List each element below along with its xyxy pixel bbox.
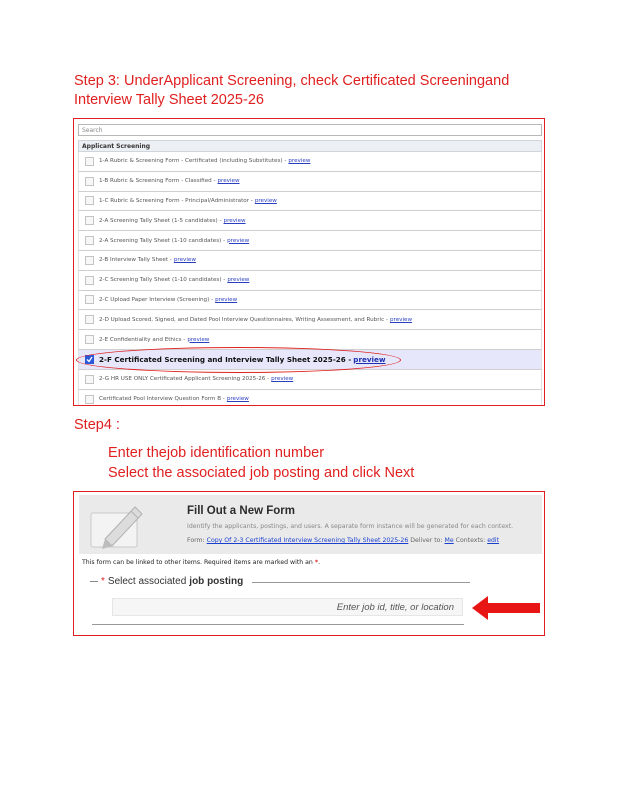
form-list-row[interactable] bbox=[78, 310, 542, 330]
preview-link[interactable]: preview bbox=[223, 217, 246, 224]
form-list-row[interactable] bbox=[78, 350, 542, 370]
legend-line bbox=[252, 582, 470, 583]
checkbox[interactable] bbox=[85, 256, 94, 265]
checkbox[interactable] bbox=[85, 395, 94, 404]
form-list-label: 2-C Upload Paper Interview (Screening) - bbox=[99, 296, 214, 303]
form-meta bbox=[187, 537, 499, 544]
form-list bbox=[78, 152, 542, 406]
contexts-label: Contexts: bbox=[455, 537, 486, 544]
link-note-text: This form can be linked to other items. Required items are marked with an bbox=[82, 559, 313, 566]
form-list-row[interactable] bbox=[78, 192, 542, 212]
applicant-screening-screenshot bbox=[73, 118, 545, 406]
checkbox[interactable] bbox=[85, 315, 94, 324]
form-list-label: 2-F Certificated Screening and Interview Tally Sheet 2025-26 - bbox=[99, 354, 352, 364]
form-title: Fill Out a New Form bbox=[187, 505, 295, 517]
divider bbox=[92, 624, 464, 625]
form-list-row[interactable] bbox=[78, 291, 542, 311]
form-list-label: 2-A Screening Tally Sheet (1-10 candidates) - bbox=[99, 237, 226, 244]
field-label-bold: job posting bbox=[189, 576, 244, 587]
form-list-label: 1-A Rubric & Screening Form - Certificated (including Substitutes) - bbox=[99, 158, 287, 165]
form-list-row[interactable] bbox=[78, 152, 542, 172]
field-label-prefix: Select associated bbox=[107, 576, 187, 587]
form-link[interactable]: Copy Of 2-3 Certificated Interview Screening Tally Sheet 2025-26 bbox=[206, 537, 409, 544]
bullet-item bbox=[90, 463, 414, 483]
preview-link[interactable]: preview bbox=[227, 237, 250, 244]
deliver-link[interactable]: Me bbox=[444, 537, 454, 544]
preview-link[interactable]: preview bbox=[173, 257, 196, 264]
form-list-row[interactable] bbox=[78, 231, 542, 251]
checkbox[interactable] bbox=[85, 157, 94, 166]
form-list-label: 2-A Screening Tally Sheet (1-5 candidates) - bbox=[99, 217, 222, 224]
form-list-row[interactable] bbox=[78, 251, 542, 271]
bullet-text: Select the associated job posting and click Next bbox=[108, 465, 415, 481]
checkbox[interactable] bbox=[85, 375, 94, 384]
form-label: Form: bbox=[187, 537, 205, 544]
preview-link[interactable]: preview bbox=[254, 197, 277, 204]
form-description: Identify the applicants, postings, and users. A separate form instance will be generated for each context. bbox=[187, 523, 514, 530]
checkbox[interactable] bbox=[85, 335, 94, 344]
form-list-label: 2-G HR USE ONLY Certificated Applicant Screening 2025-26 - bbox=[99, 376, 270, 383]
preview-link[interactable]: preview bbox=[288, 158, 311, 165]
legend-dash bbox=[90, 581, 98, 582]
deliver-label: Deliver to: bbox=[410, 537, 443, 544]
section-title: Applicant Screening bbox=[78, 140, 542, 152]
form-list-label: 2-E Confidentiality and Ethics - bbox=[99, 336, 186, 343]
form-list-label: 2-B Interview Tally Sheet - bbox=[99, 257, 172, 264]
required-mark: * bbox=[314, 559, 319, 566]
form-list-label: 2-C Screening Tally Sheet (1-10 candidates) - bbox=[99, 277, 226, 284]
form-list-row[interactable] bbox=[78, 370, 542, 390]
preview-link[interactable]: preview bbox=[227, 277, 250, 284]
form-list-label: 2-D Upload Scored, Signed, and Dated Pool Interview Questionnaires, Writing Assessment, and Rubric - bbox=[99, 316, 388, 323]
form-list-row[interactable] bbox=[78, 390, 542, 406]
step4-bullet-list bbox=[90, 443, 414, 483]
form-list-label: 1-B Rubric & Screening Form - Classified - bbox=[99, 178, 216, 185]
form-list-label: Certificated Pool Interview Question Form B - bbox=[99, 396, 225, 403]
preview-link[interactable]: preview bbox=[353, 354, 386, 364]
preview-link[interactable]: preview bbox=[271, 376, 294, 383]
job-posting-field-label bbox=[90, 576, 243, 587]
fill-out-form-screenshot bbox=[73, 491, 545, 636]
step3-heading: Step 3: UnderApplicant Screening, check Certificated Screeningand Interview Tally Sheet 2025-26 bbox=[74, 73, 510, 108]
preview-link[interactable]: preview bbox=[187, 336, 210, 343]
arrow-left-icon bbox=[472, 596, 542, 620]
preview-link[interactable]: preview bbox=[217, 178, 240, 185]
checkbox[interactable] bbox=[85, 295, 94, 304]
form-list-row[interactable] bbox=[78, 271, 542, 291]
bullet-text: Enter thejob identification number bbox=[108, 445, 325, 461]
required-mark: * bbox=[101, 576, 105, 587]
checkbox-checked[interactable] bbox=[85, 355, 94, 364]
link-note: This form can be linked to other items. Required items are marked with an *. bbox=[82, 559, 321, 566]
checkbox[interactable] bbox=[85, 216, 94, 225]
checkmark-icon bbox=[86, 356, 93, 363]
form-list-row[interactable] bbox=[78, 172, 542, 192]
preview-link[interactable]: preview bbox=[389, 316, 413, 323]
checkbox[interactable] bbox=[85, 276, 94, 285]
contexts-edit-link[interactable]: edit bbox=[487, 537, 500, 544]
form-list-row[interactable] bbox=[78, 211, 542, 231]
form-list-label: 1-C Rubric & Screening Form - Principal/Administrator - bbox=[99, 197, 253, 204]
checkbox[interactable] bbox=[85, 177, 94, 186]
preview-link[interactable]: preview bbox=[215, 296, 238, 303]
bullet-item bbox=[90, 443, 414, 463]
job-posting-input[interactable]: Enter job id, title, or location bbox=[112, 598, 463, 616]
step4-heading: Step4 : bbox=[74, 417, 120, 433]
form-header bbox=[79, 495, 542, 554]
form-list-row[interactable] bbox=[78, 330, 542, 350]
checkbox[interactable] bbox=[85, 236, 94, 245]
search-input[interactable]: Search bbox=[78, 124, 542, 136]
preview-link[interactable]: preview bbox=[226, 396, 249, 403]
pencil-icon bbox=[87, 499, 149, 551]
checkbox[interactable] bbox=[85, 196, 94, 205]
